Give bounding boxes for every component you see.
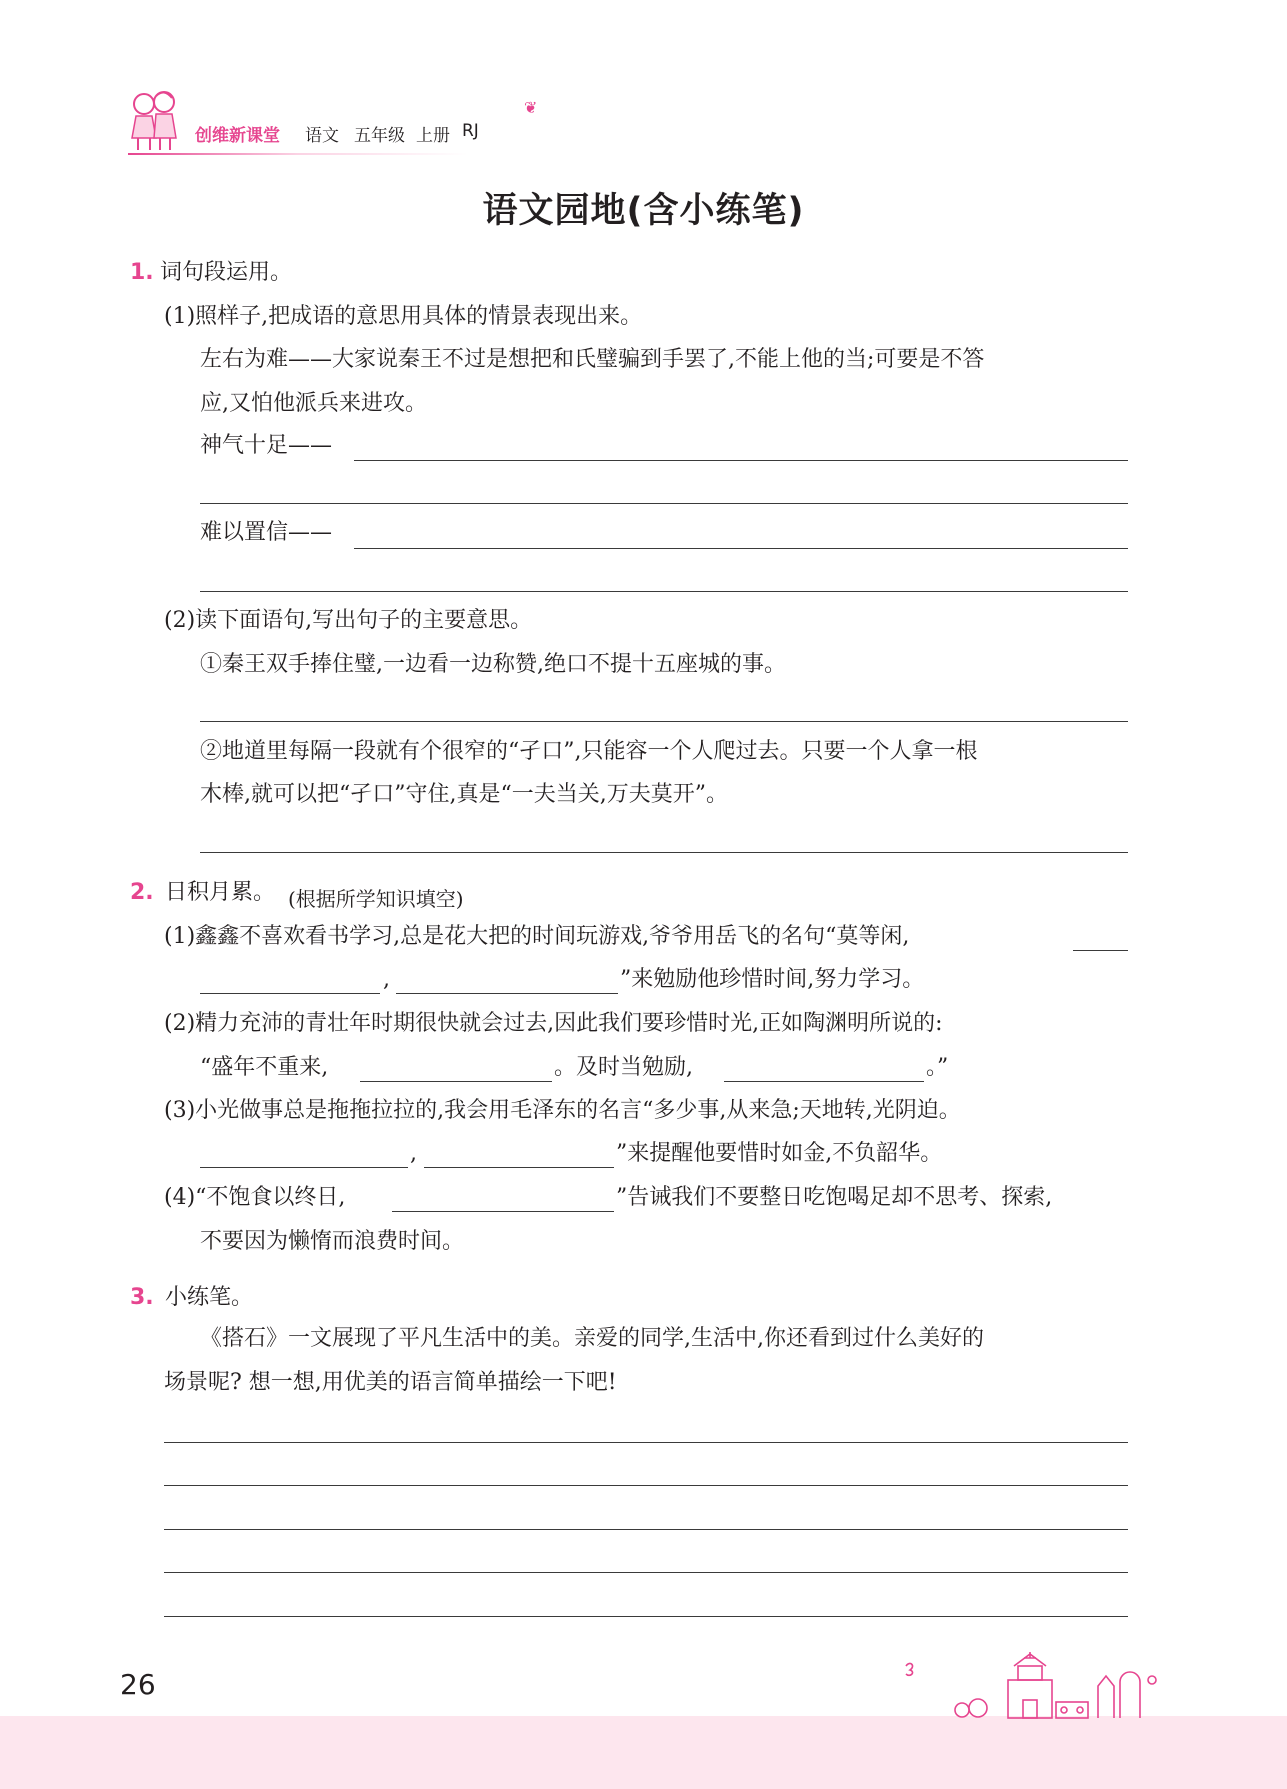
q1-heading: 词句段运用。 <box>160 260 293 285</box>
q2-number: 2. <box>130 880 154 905</box>
q2-item2-blank2[interactable] <box>724 1081 924 1082</box>
q3-writing-line-5[interactable] <box>164 1616 1128 1617</box>
q1-item2-answer-line2[interactable] <box>200 591 1128 592</box>
q2-item4-blank[interactable] <box>392 1211 614 1212</box>
header-brand: 创维新课堂 <box>195 126 280 146</box>
header-illustration <box>126 86 184 154</box>
q1-item1-answer-line[interactable] <box>354 460 1128 461</box>
q2-heading: 日积月累。 <box>165 880 276 905</box>
castle-icon <box>880 1650 1160 1720</box>
q2-item1-tail: ”来勉励他珍惜时间,努力学习。 <box>620 967 925 992</box>
q1-sentence1: ①秦王双手捧住璧,一边看一边称赞,绝口不提十五座城的事。 <box>200 652 786 677</box>
q2-item2-line1: (2)精力充沛的青壮年时期很快就会过去,因此我们要珍惜时光,正如陶渊明所说的: <box>164 1011 943 1036</box>
q1-item1-label: 神气十足—— <box>200 433 333 458</box>
q1-sentence2-answer-line[interactable] <box>200 852 1128 853</box>
q1-number: 1. <box>130 260 154 285</box>
q1-item2-answer-line[interactable] <box>354 548 1128 549</box>
q2-item3-line1: (3)小光做事总是拖拖拉拉的,我会用毛泽东的名言“多少事,从来急;天地转,光阴迫。 <box>164 1098 961 1123</box>
header-edition: RJ <box>462 121 479 141</box>
header-grade: 五年级 <box>354 126 405 146</box>
q2-item2-blank1[interactable] <box>360 1081 552 1082</box>
q2-item1-blank2[interactable] <box>200 993 380 994</box>
q2-item4-line2: 不要因为懒惰而浪费时间。 <box>200 1229 465 1254</box>
q2-item4-head: (4)“不饱食以终日, <box>164 1185 346 1210</box>
q3-writing-line-1[interactable] <box>164 1442 1128 1443</box>
q2-item3-tail: ”来提醒他要惜时如金,不负韶华。 <box>616 1141 943 1166</box>
page-title: 语文园地(含小练笔) <box>482 191 805 231</box>
q2-item1-line1: (1)鑫鑫不喜欢看书学习,总是花大把的时间玩游戏,爷爷用岳飞的名句“莫等闲, <box>164 924 910 949</box>
header-underline <box>128 153 468 155</box>
q3-writing-line-4[interactable] <box>164 1572 1128 1573</box>
header-volume: 上册 <box>416 126 450 146</box>
q2-item3-comma: , <box>410 1141 417 1166</box>
q1-sentence2-line2: 木棒,就可以把“孑口”守住,真是“一夫当关,万夫莫开”。 <box>200 782 728 807</box>
q1-sub2-label: (2)读下面语句,写出句子的主要意思。 <box>164 608 533 633</box>
page-number: 26 <box>120 1668 156 1701</box>
q2-item2-mid: 。及时当勉励, <box>554 1055 693 1080</box>
q2-item1-comma: , <box>383 967 390 992</box>
q3-prompt-line2: 场景呢? 想一想,用优美的语言简单描绘一下吧! <box>164 1370 617 1395</box>
q2-item4-tail: ”告诫我们不要整日吃饱喝足却不思考、探索, <box>616 1185 1053 1210</box>
q2-item2-end: 。” <box>926 1055 949 1080</box>
q1-example-line1: 左右为难——大家说秦王不过是想把和氏璧骗到手罢了,不能上他的当;可要是不答 <box>200 347 985 372</box>
q2-item3-blank2[interactable] <box>424 1167 614 1168</box>
q1-item1-answer-line2[interactable] <box>200 503 1128 504</box>
castle-illustration <box>880 1650 1160 1720</box>
q3-number: 3. <box>130 1285 154 1310</box>
q3-writing-line-3[interactable] <box>164 1529 1128 1530</box>
q3-writing-line-2[interactable] <box>164 1485 1128 1486</box>
q1-sentence2-line1: ②地道里每隔一段就有个很窄的“孑口”,只能容一个人爬过去。只要一个人拿一根 <box>200 739 978 764</box>
butterfly-icon: ❦ <box>524 98 538 117</box>
header-subject: 语文 <box>305 126 339 146</box>
q1-example-line2: 应,又怕他派兵来进攻。 <box>200 391 427 416</box>
q1-sub1-label: (1)照样子,把成语的意思用具体的情景表现出来。 <box>164 304 643 329</box>
q2-note: (根据所学知识填空) <box>288 887 464 911</box>
footer-band <box>0 1716 1287 1789</box>
q2-item2-head: “盛年不重来, <box>200 1055 329 1080</box>
q2-item1-blank3[interactable] <box>396 993 618 994</box>
q2-item3-blank1[interactable] <box>200 1167 408 1168</box>
q1-sentence1-answer-line[interactable] <box>200 721 1128 722</box>
q2-item1-blank1[interactable] <box>1073 950 1128 951</box>
q1-item2-label: 难以置信—— <box>200 520 333 545</box>
q3-heading: 小练笔。 <box>165 1285 254 1310</box>
q3-prompt-line1: 《搭石》一文展现了平凡生活中的美。亲爱的同学,生活中,你还看到过什么美好的 <box>200 1326 984 1351</box>
children-icon <box>126 86 184 154</box>
